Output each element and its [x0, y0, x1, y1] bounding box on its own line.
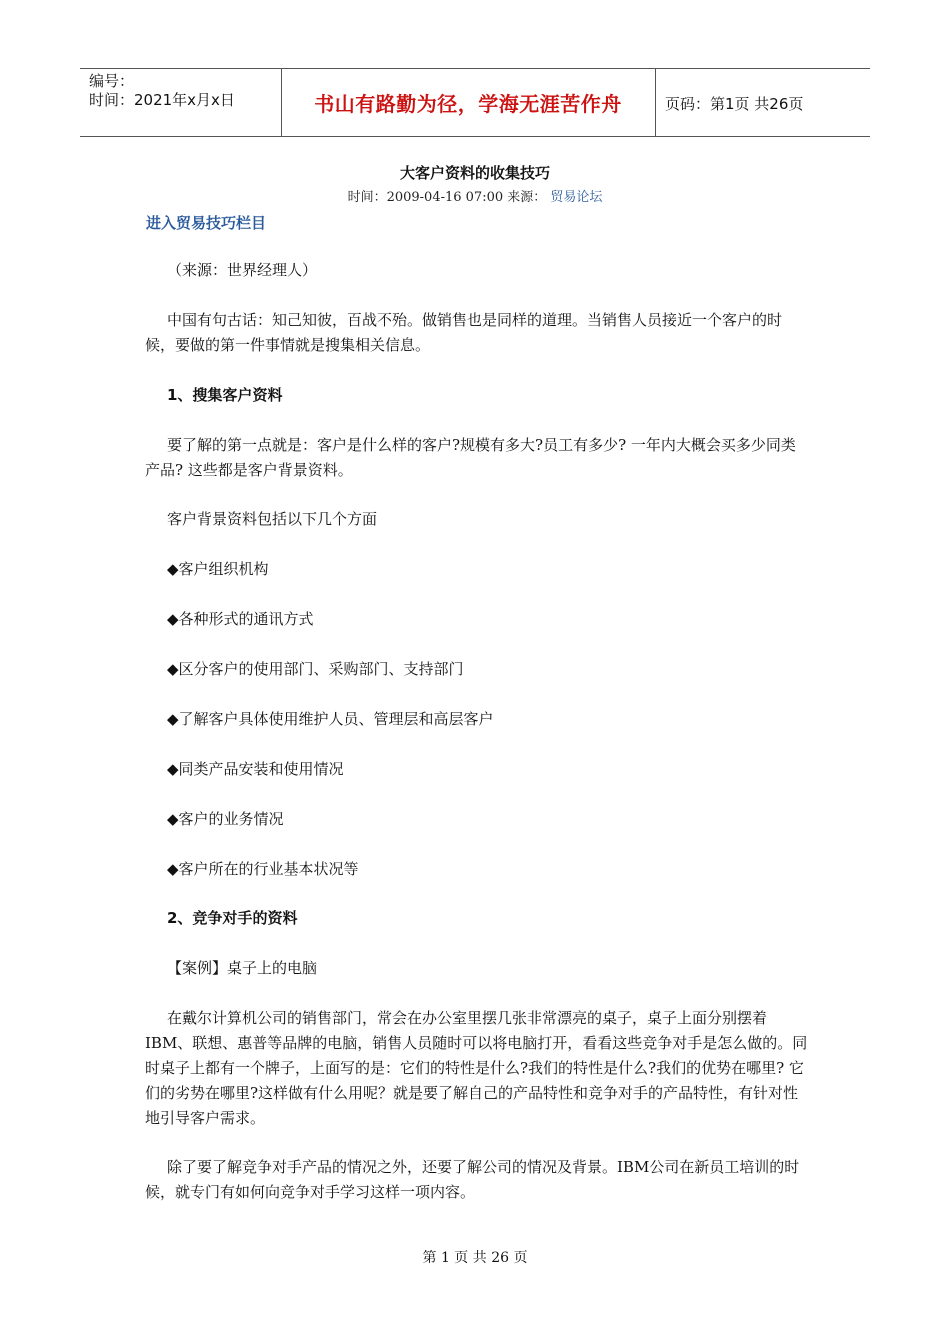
header-divider — [655, 69, 656, 136]
header-page-info: 页码：第1页 共26页 — [665, 95, 804, 113]
section-heading: 2、竞争对手的资料 — [167, 909, 298, 927]
paragraph: 除了要了解竞争对手产品的情况之外，还要了解公司的情况及背景。IBM公司在新员工培训的时候，就专门有如何向竞争对手学习这样一项内容。 — [145, 1158, 800, 1201]
paragraph: 中国有句古话：知己知彼，百战不殆。做销售也是同样的道理。当销售人员接近一个客户的时候，要做的第一件事情就是搜集相关信息。 — [145, 311, 783, 354]
article-title: 大客户资料的收集技巧 — [399, 164, 550, 182]
paragraph: 要了解的第一点就是：客户是什么样的客户?规模有多大?员工有多少? 一年内大概会买多少同类产品? 这些都是客户背景资料。 — [145, 436, 796, 479]
category-link[interactable]: 进入贸易技巧栏目 — [146, 214, 267, 232]
code-label: 编号： — [89, 72, 135, 90]
document-header — [80, 68, 870, 137]
article-meta — [0, 186, 950, 205]
date-label: 时间：2021年x月x日 — [89, 91, 235, 109]
page-footer: 第 1 页 共 26 页 — [422, 1250, 528, 1266]
paragraph: 在戴尔计算机公司的销售部门，常会在办公室里摆几张非常漂亮的桌子，桌子上面分别摆着IBM、联想、惠普等品牌的电脑，销售人员随时可以将电脑打开，看看这些竞争对手是怎么做的。同时桌子上都有一个牌子，上面写的是：它们的特性是什么?我们的特性是什么?我们的优势在哪里? 它们的劣势在哪里?这样做有什么用呢？就是要了解自己的产品特性和竞争对手的产品特性，有针对性地引导客户需求。 — [145, 1009, 808, 1127]
article-meta-time: 时间：2009-04-16 07:00 来源： — [347, 190, 547, 205]
list-item: ◆客户所在的行业基本状况等 — [167, 860, 359, 878]
source-note: （来源：世界经理人） — [167, 261, 318, 279]
section-heading: 1、搜集客户资料 — [167, 386, 283, 404]
header-left-cell — [89, 72, 235, 110]
case-title: 【案例】桌子上的电脑 — [167, 959, 318, 977]
list-item: ◆同类产品安装和使用情况 — [167, 760, 344, 778]
list-item: ◆区分客户的使用部门、采购部门、支持部门 — [167, 660, 464, 678]
list-item: ◆客户的业务情况 — [167, 810, 284, 828]
list-item: ◆客户组织机构 — [167, 560, 269, 578]
paragraph: 客户背景资料包括以下几个方面 — [167, 510, 378, 528]
list-item: ◆了解客户具体使用维护人员、管理层和高层客户 — [167, 710, 494, 728]
header-motto: 书山有路勤为径，学海无涯苦作舟 — [314, 92, 622, 116]
article-source-link[interactable]: 贸易论坛 — [550, 190, 603, 205]
list-item: ◆各种形式的通讯方式 — [167, 610, 314, 628]
